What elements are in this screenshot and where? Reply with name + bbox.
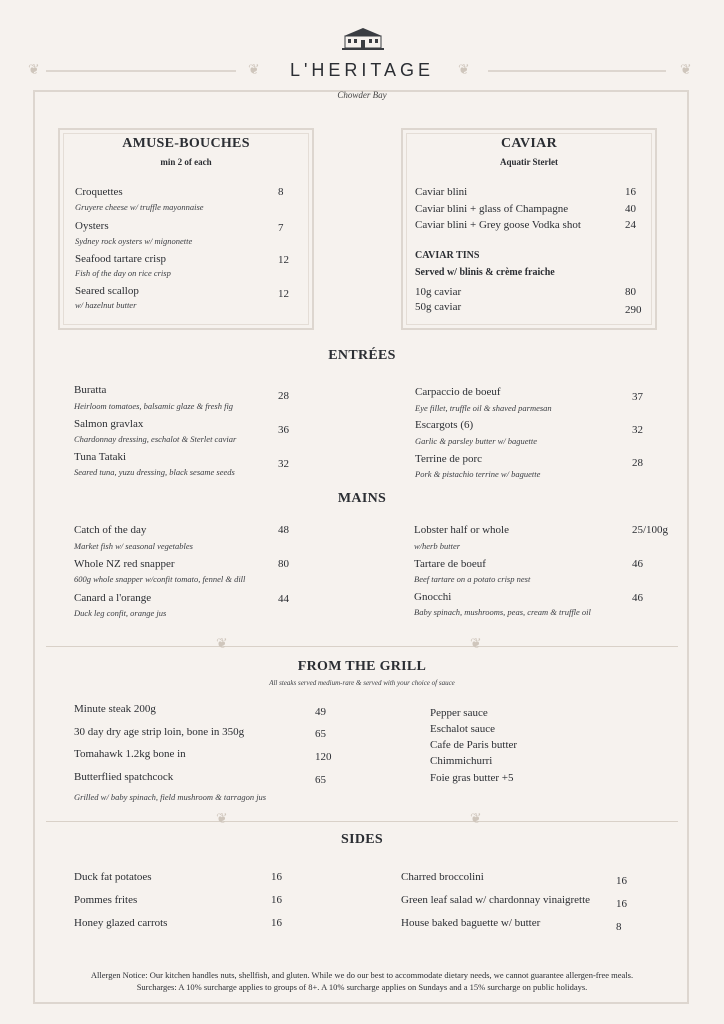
surcharge-notice: Surcharges: A 10% surcharge applies to groups of 8+. A 10% surcharge applies on Sundays and a 15% surcharge on public holidays. — [136, 982, 588, 992]
section-divider — [46, 646, 678, 647]
entree-desc: Garlic & parsley butter w/ baguette — [415, 436, 538, 446]
main-name: Whole NZ red snapper — [74, 558, 175, 570]
main-name: Lobster half or whole — [414, 524, 509, 536]
entree-desc: Eye fillet, truffle oil & shaved parmesan — [415, 403, 552, 413]
main-desc: Beef tartare on a potato crisp nest — [414, 574, 531, 584]
entree-name: Carpaccio de boeuf — [415, 386, 501, 398]
building-logo — [340, 26, 386, 52]
sauce-item: Foie gras butter +5 — [430, 772, 514, 784]
caviar-tin-price: 80 — [625, 286, 636, 298]
amuse-title: AMUSE-BOUCHES — [122, 136, 250, 151]
main-name: Gnocchi — [414, 591, 452, 603]
main-name: Catch of the day — [74, 524, 147, 536]
side-name: Honey glazed carrots — [74, 917, 168, 929]
grill-subtitle: All steaks served medium-rare & served with your choice of sauce — [269, 679, 455, 687]
restaurant-location: Chowder Bay — [337, 90, 387, 100]
grill-item-price: 65 — [315, 774, 326, 786]
amuse-item-name: Seared scallop — [75, 285, 139, 297]
entree-name: Salmon gravlax — [74, 418, 144, 430]
entree-price: 32 — [278, 458, 289, 470]
main-price: 80 — [278, 558, 289, 570]
side-price: 16 — [271, 871, 282, 883]
grill-title: FROM THE GRILL — [297, 659, 427, 674]
entree-price: 28 — [632, 457, 643, 469]
grill-item-name: Tomahawk 1.2kg bone in — [74, 748, 186, 760]
amuse-item-price: 12 — [278, 288, 289, 300]
amuse-item-desc: Gruyere cheese w/ truffle mayonnaise — [75, 202, 204, 212]
amuse-item-price: 8 — [278, 186, 284, 198]
entree-price: 37 — [632, 391, 643, 403]
caviar-item-price: 40 — [625, 203, 636, 215]
caviar-title: CAVIAR — [501, 136, 557, 151]
caviar-item-name: Caviar blini — [415, 186, 468, 198]
main-desc: w/herb butter — [414, 541, 461, 551]
flourish-icon: ❦ — [28, 63, 40, 78]
caviar-tin-name: 10g caviar — [415, 286, 462, 298]
flourish-icon: ❦ — [248, 63, 260, 78]
entree-name: Escargots (6) — [415, 419, 474, 431]
amuse-item-name: Seafood tartare crisp — [75, 253, 167, 265]
amuse-item-price: 12 — [278, 254, 289, 266]
mains-title: MAINS — [337, 491, 387, 506]
side-name: Duck fat potatoes — [74, 871, 152, 883]
flourish-icon: ❦ — [470, 812, 482, 827]
caviar-tins-subtitle: Served w/ blinis & crème fraiche — [415, 267, 555, 278]
caviar-item-price: 24 — [625, 219, 636, 231]
side-name: Green leaf salad w/ chardonnay vinaigrette — [401, 894, 591, 906]
flourish-icon: ❦ — [458, 63, 470, 78]
entree-desc: Pork & pistachio terrine w/ baguette — [415, 469, 541, 479]
entree-name: Terrine de porc — [415, 453, 483, 465]
side-price: 16 — [616, 898, 627, 910]
amuse-item-name: Croquettes — [75, 186, 123, 198]
amuse-item-desc: Sydney rock oysters w/ mignonette — [75, 236, 193, 246]
grill-item-desc: Grilled w/ baby spinach, field mushroom & tarragon jus — [74, 792, 267, 802]
sauce-item: Cafe de Paris butter — [430, 739, 518, 751]
grill-item-name: 30 day dry age strip loin, bone in 350g — [74, 726, 245, 738]
side-price: 16 — [271, 894, 282, 906]
entree-desc: Seared tuna, yuzu dressing, black sesame seeds — [74, 467, 235, 477]
allergen-notice: Allergen Notice: Our kitchen handles nuts, shellfish, and gluten. While we do our best to accommodate dietary needs, we cannot guarantee allergen-free meals. — [90, 970, 634, 980]
main-name: Canard a l'orange — [74, 592, 152, 604]
entrees-title: ENTRÉES — [328, 348, 396, 363]
main-desc: Baby spinach, mushrooms, peas, cream & truffle oil — [414, 607, 591, 617]
sauce-item: Eschalot sauce — [430, 723, 496, 735]
flourish-icon: ❦ — [470, 637, 482, 652]
grill-item-price: 49 — [315, 706, 326, 718]
flourish-icon: ❦ — [216, 637, 228, 652]
main-desc: 600g whole snapper w/confit tomato, fennel & dill — [74, 574, 246, 584]
main-price: 46 — [632, 592, 643, 604]
side-price: 16 — [271, 917, 282, 929]
main-price: 44 — [278, 593, 289, 605]
section-divider — [46, 821, 678, 822]
entree-desc: Chardonnay dressing, eschalot & Sterlet caviar — [74, 434, 237, 444]
sides-title: SIDES — [341, 832, 383, 847]
side-name: Pommes frites — [74, 894, 138, 906]
grill-item-price: 65 — [315, 728, 326, 740]
amuse-item-name: Oysters — [75, 220, 109, 232]
side-price: 8 — [616, 921, 622, 933]
caviar-item-name: Caviar blini + glass of Champagne — [415, 203, 569, 215]
entree-desc: Heirloom tomatoes, balsamic glaze & fresh fig — [74, 401, 234, 411]
amuse-item-desc: w/ hazelnut butter — [75, 300, 137, 310]
sauce-item: Chimmichurri — [430, 755, 493, 767]
grill-item-price: 120 — [315, 751, 332, 763]
entree-name: Tuna Tataki — [74, 451, 127, 463]
amuse-item-desc: Fish of the day on rice crisp — [75, 268, 171, 278]
side-name: House baked baguette w/ butter — [401, 917, 541, 929]
main-price: 46 — [632, 558, 643, 570]
grill-item-name: Butterflied spatchcock — [74, 771, 174, 783]
caviar-tin-name: 50g caviar — [415, 301, 462, 313]
main-price: 25/100g — [632, 524, 669, 536]
main-name: Tartare de boeuf — [414, 558, 486, 570]
entree-price: 36 — [278, 424, 289, 436]
caviar-item-price: 16 — [625, 186, 636, 198]
caviar-item-name: Caviar blini + Grey goose Vodka shot — [415, 219, 581, 231]
amuse-item-price: 7 — [278, 222, 284, 234]
flourish-icon: ❦ — [680, 63, 692, 78]
entree-name: Buratta — [74, 384, 107, 396]
main-price: 48 — [278, 524, 289, 536]
entree-price: 32 — [632, 424, 643, 436]
main-desc: Market fish w/ seasonal vegetables — [74, 541, 193, 551]
sauce-item: Pepper sauce — [430, 707, 488, 719]
entree-price: 28 — [278, 390, 289, 402]
amuse-subtitle: min 2 of each — [160, 157, 212, 167]
caviar-subtitle: Aquatir Sterlet — [499, 157, 559, 167]
caviar-tin-price: 290 — [625, 304, 642, 316]
side-price: 16 — [616, 875, 627, 887]
caviar-tins-title: CAVIAR TINS — [415, 250, 480, 261]
restaurant-name: L'HERITAGE — [289, 60, 435, 80]
main-desc: Duck leg confit, orange jus — [74, 608, 167, 618]
side-name: Charred broccolini — [401, 871, 484, 883]
flourish-icon: ❦ — [216, 812, 228, 827]
grill-item-name: Minute steak 200g — [74, 703, 156, 715]
